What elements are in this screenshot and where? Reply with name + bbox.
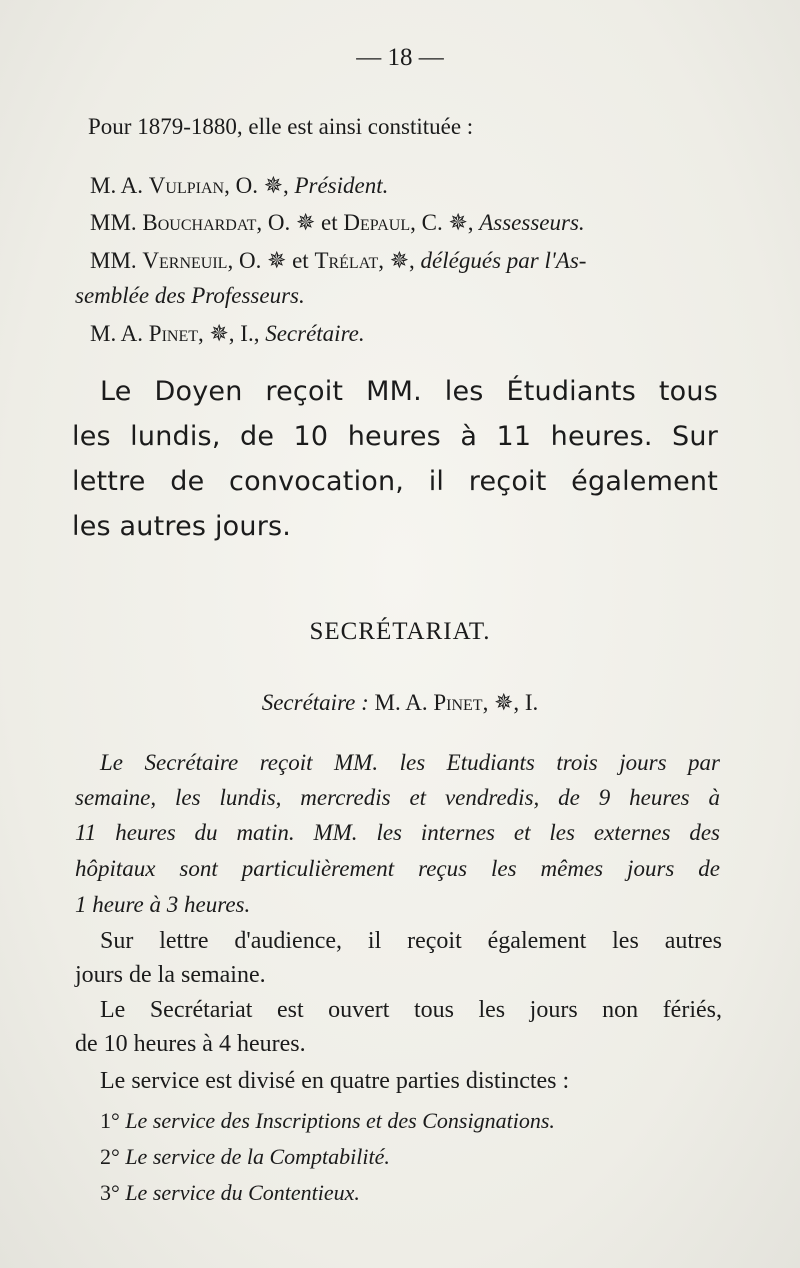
officer-decoration: , O. ✵ et	[227, 248, 315, 273]
secretary-prefix: M. A.	[368, 690, 434, 715]
service-number: 2°	[100, 1144, 120, 1169]
audience-paragraph-line: Sur lettre d'audience, il reçoit également les autres	[100, 928, 722, 954]
officer-role: Président.	[294, 173, 389, 198]
audience-paragraph-line: jours de la semaine.	[75, 962, 266, 988]
officer-name: Vulpian	[148, 173, 225, 198]
italic-paragraph-line: 1 heure à 3 heures.	[75, 892, 251, 917]
dean-paragraph-line: les autres jours.	[72, 511, 292, 542]
page-number: — 18 —	[356, 44, 444, 71]
officer-role: délégués par l'As-	[420, 248, 587, 273]
officer-line-president	[90, 173, 388, 199]
officer-role: Assesseurs.	[479, 210, 585, 235]
service-text: Le service des Inscriptions et des Consignations.	[125, 1108, 555, 1133]
dean-paragraph-line: Le Doyen reçoit MM. les Étudiants tous	[100, 376, 718, 407]
officer-prefix: MM.	[90, 210, 143, 235]
officer-line-delegues	[90, 248, 586, 274]
officer-name: Depaul	[343, 210, 411, 235]
service-text: Le service de la Comptabilité.	[125, 1144, 390, 1169]
officer-name: Bouchardat	[142, 210, 257, 235]
intro-text: Pour 1879-1880, elle est ainsi constituée :	[88, 114, 474, 139]
officer-line-secretaire	[90, 321, 365, 347]
officer-prefix: M. A.	[90, 321, 149, 346]
hours-paragraph-line: de 10 heures à 4 heures.	[75, 1031, 306, 1057]
secretary-suffix: , ✵, I.	[482, 690, 539, 715]
officer-name: Trélat	[314, 248, 379, 273]
service-text: Le service du Contentieux.	[125, 1180, 360, 1205]
officer-decoration: , O. ✵,	[224, 173, 295, 198]
officer-name: Verneuil	[142, 248, 228, 273]
hours-paragraph-line: Le Secrétariat est ouvert tous les jours non fériés,	[100, 997, 722, 1023]
section-title: SECRÉTARIAT.	[309, 618, 491, 645]
officer-decoration: , ✵,	[378, 248, 421, 273]
italic-paragraph-line: hôpitaux sont particulièrement reçus les mêmes jours de	[75, 856, 720, 881]
service-number: 1°	[100, 1108, 120, 1133]
italic-paragraph-line: semaine, les lundis, mercredis et vendredis, de 9 heures à	[75, 785, 720, 810]
officer-decoration: , ✵, I.,	[198, 321, 266, 346]
service-item	[100, 1180, 360, 1206]
service-item	[100, 1108, 555, 1134]
officer-prefix: M. A.	[90, 173, 149, 198]
secretary-label: Secrétaire :	[261, 690, 369, 715]
officer-name: Pinet	[148, 321, 199, 346]
officer-prefix: MM.	[90, 248, 143, 273]
officer-role: Secrétaire.	[265, 321, 365, 346]
dean-paragraph-line: les lundis, de 10 heures à 11 heures. Sur	[72, 421, 718, 452]
italic-paragraph-line: 11 heures du matin. MM. les internes et les externes des	[75, 820, 720, 845]
officer-line-delegues-continued: semblée des Professeurs.	[75, 283, 305, 308]
officer-decoration: , C. ✵,	[410, 210, 480, 235]
officer-decoration: , O. ✵ et	[256, 210, 344, 235]
italic-paragraph-line: Le Secrétaire reçoit MM. les Etudiants trois jours par	[100, 750, 720, 775]
secretary-name: Pinet	[433, 690, 483, 715]
service-item	[100, 1144, 390, 1170]
officer-line-assesseurs	[90, 210, 585, 236]
service-intro: Le service est divisé en quatre parties distinctes :	[100, 1068, 570, 1094]
secretary-line	[0, 690, 800, 716]
service-number: 3°	[100, 1180, 120, 1205]
dean-paragraph-line: lettre de convocation, il reçoit également	[72, 466, 718, 497]
